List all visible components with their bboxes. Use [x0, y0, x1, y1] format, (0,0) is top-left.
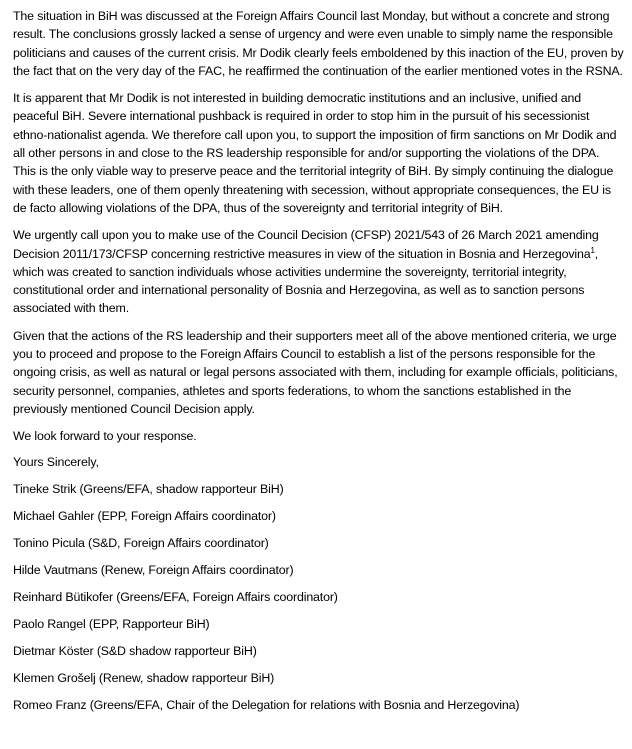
signatory: Tonino Picula (S&D, Foreign Affairs coordinator) — [13, 535, 269, 550]
council-decision-text-cont: , which was created to sanction individuals whose activities undermine the sovereignty, territorial integrity, constitutional order and international personality of Bosnia and Herzegovina, as well as to sanction persons associated with them. — [13, 246, 599, 316]
signatory: Michael Gahler (EPP, Foreign Affairs coordinator) — [13, 508, 276, 523]
signatory: Paolo Rangel (EPP, Rapporteur BiH) — [13, 616, 210, 631]
signatory: Klemen Grošelj (Renew, shadow rapporteur BiH) — [13, 670, 275, 685]
closing-line: We look forward to your response. — [13, 429, 197, 444]
signatory: Romeo Franz (Greens/EFA, Chair of the Delegation for relations with Bosnia and Herzegovina) — [13, 697, 520, 712]
salutation: Yours Sincerely, — [13, 454, 99, 469]
paragraph-list-request: Given that the actions of the RS leadership and their supporters meet all of the above mentioned criteria, we urge you to proceed and propose to the Foreign Affairs Council to establish a list of the persons responsible for the ongoing crisis, as well as natural or legal persons associated with them, including for example officials, politicians, security personnel, companies, athletes and sports federations, to whom the sanctions established in the previously mentioned Council Decision apply. — [13, 328, 618, 416]
paragraph-dodik-sanctions: It is apparent that Mr Dodik is not interested in building democratic institutions and an inclusive, unified and peaceful BiH. Severe international pushback is required in order to stop him in the pursuit of his secessionist ethno-nationalist agenda. We therefore call upon you, to support the imposition of firm sanctions on Mr Dodik and all other persons in and close to the RS leadership responsible for and/or supporting the violations of the DPA. This is the only viable way to preserve peace and the territorial integrity of BiH. By simply continuing the dialogue with these leaders, one of them openly threatening with secession, without appropriate consequences, the EU is de facto allowing violations of the DPA, thus of the sovereignty and territorial integrity of BiH. — [13, 91, 617, 215]
paragraph-fac-discussion: The situation in BiH was discussed at the Foreign Affairs Council last Monday, but without a concrete and strong result. The conclusions grossly lacked a sense of urgency and were even unable to simply name the responsible politicians and causes of the current crisis. Mr Dodik clearly feels emboldened by this inaction of the EU, proven by the fact that on the very day of the FAC, he reaffirmed the continuation of the earlier mentioned votes in the RSNA. — [13, 9, 624, 78]
signatory: Tineke Strik (Greens/EFA, shadow rapporteur BiH) — [13, 481, 284, 496]
signatory: Reinhard Bütikofer (Greens/EFA, Foreign Affairs coordinator) — [13, 589, 338, 604]
signatory: Dietmar Köster (S&D shadow rapporteur BiH) — [13, 643, 257, 658]
paragraph-council-decision — [13, 226, 624, 317]
signatory: Hilde Vautmans (Renew, Foreign Affairs coordinator) — [13, 562, 294, 577]
council-decision-text: We urgently call upon you to make use of the Council Decision (CFSP) 2021/543 of 26 March 2021 amending Decision 2011/173/CFSP concerning restrictive measures in view of the situation in Bosnia and Herzegovina — [13, 228, 599, 261]
footnote-marker: 1 — [590, 245, 595, 255]
signatory-list — [13, 480, 624, 723]
